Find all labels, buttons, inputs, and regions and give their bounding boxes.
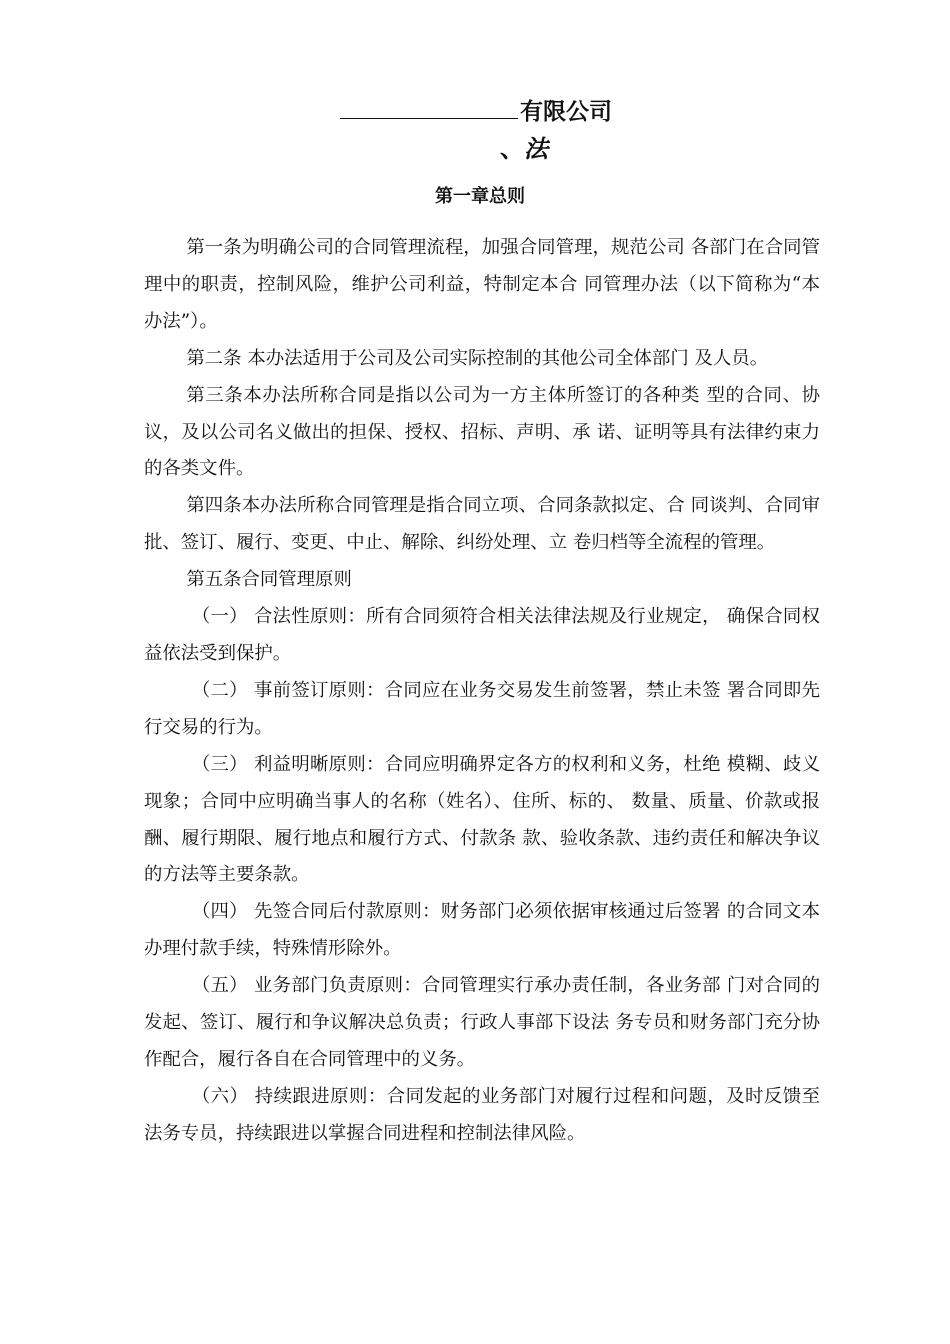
article-5: 第五条合同管理原则 [186,569,352,591]
company-name-blank [340,94,518,119]
company-suffix: 有限公司 [520,99,612,125]
principle-3: （三） 利益明晰原则：合同应明确界定各方的权利和义务，杜绝 模糊、歧义现象；合同中应明确当事人的名称（姓名）、住所、标的、 数量、质量、价款或报酬、履行期限、履行地点和履行方式、付款条 款、验收条款、违约责任和解决争议的方法等主要条款。 [144,753,820,886]
document-title-main: 法 [524,135,548,163]
company-name-heading [340,94,612,128]
principle-4: （四） 先签合同后付款原则：财务部门必须依据审核通过后签署 的合同文本办理付款手续，特殊情形除外。 [144,901,820,960]
article-1: 第一条为明确公司的合同管理流程，加强合同管理，规范公司 各部门在合同管理中的职责，控制风险，维护公司利益，特制定本合 同管理办法（以下简称为“本办法”）。 [144,237,820,332]
principle-5: （五） 业务部门负责原则：合同管理实行承办责任制，各业务部 门对合同的发起、签订、履行和争议解决总负责；行政人事部下设法 务专员和财务部门充分协作配合，履行各自在合同管理中的义务。 [144,975,820,1070]
document-title [500,133,548,165]
principle-2: （二） 事前签订原则：合同应在业务交易发生前签署，禁止未签 署合同即先行交易的行为。 [144,679,820,738]
document-body [144,230,820,1153]
document-title-prefix: 、 [500,135,524,163]
article-2: 第二条 本办法适用于公司及公司实际控制的其他公司全体部门 及人员。 [186,347,769,369]
article-3: 第三条本办法所称合同是指以公司为一方主体所签订的各种类 型的合同、协议，及以公司名义做出的担保、授权、招标、声明、承 诺、证明等具有法律约束力的各类文件。 [144,384,820,480]
principle-1: （一） 合法性原则：所有合同须符合相关法律法规及行业规定， 确保合同权益依法受到保护。 [144,606,820,664]
chapter-title: 第一章总则 [435,186,525,207]
article-4: 第四条本办法所称合同管理是指合同立项、合同条款拟定、合 同谈判、合同审批、签订、履行、变更、中止、解除、纠纷处理、立 卷归档等全流程的管理。 [144,495,820,554]
principle-6: （六） 持续跟进原则：合同发起的业务部门对履行过程和问题，及时反馈至法务专员，持续跟进以掌握合同进程和控制法律风险。 [144,1085,820,1144]
